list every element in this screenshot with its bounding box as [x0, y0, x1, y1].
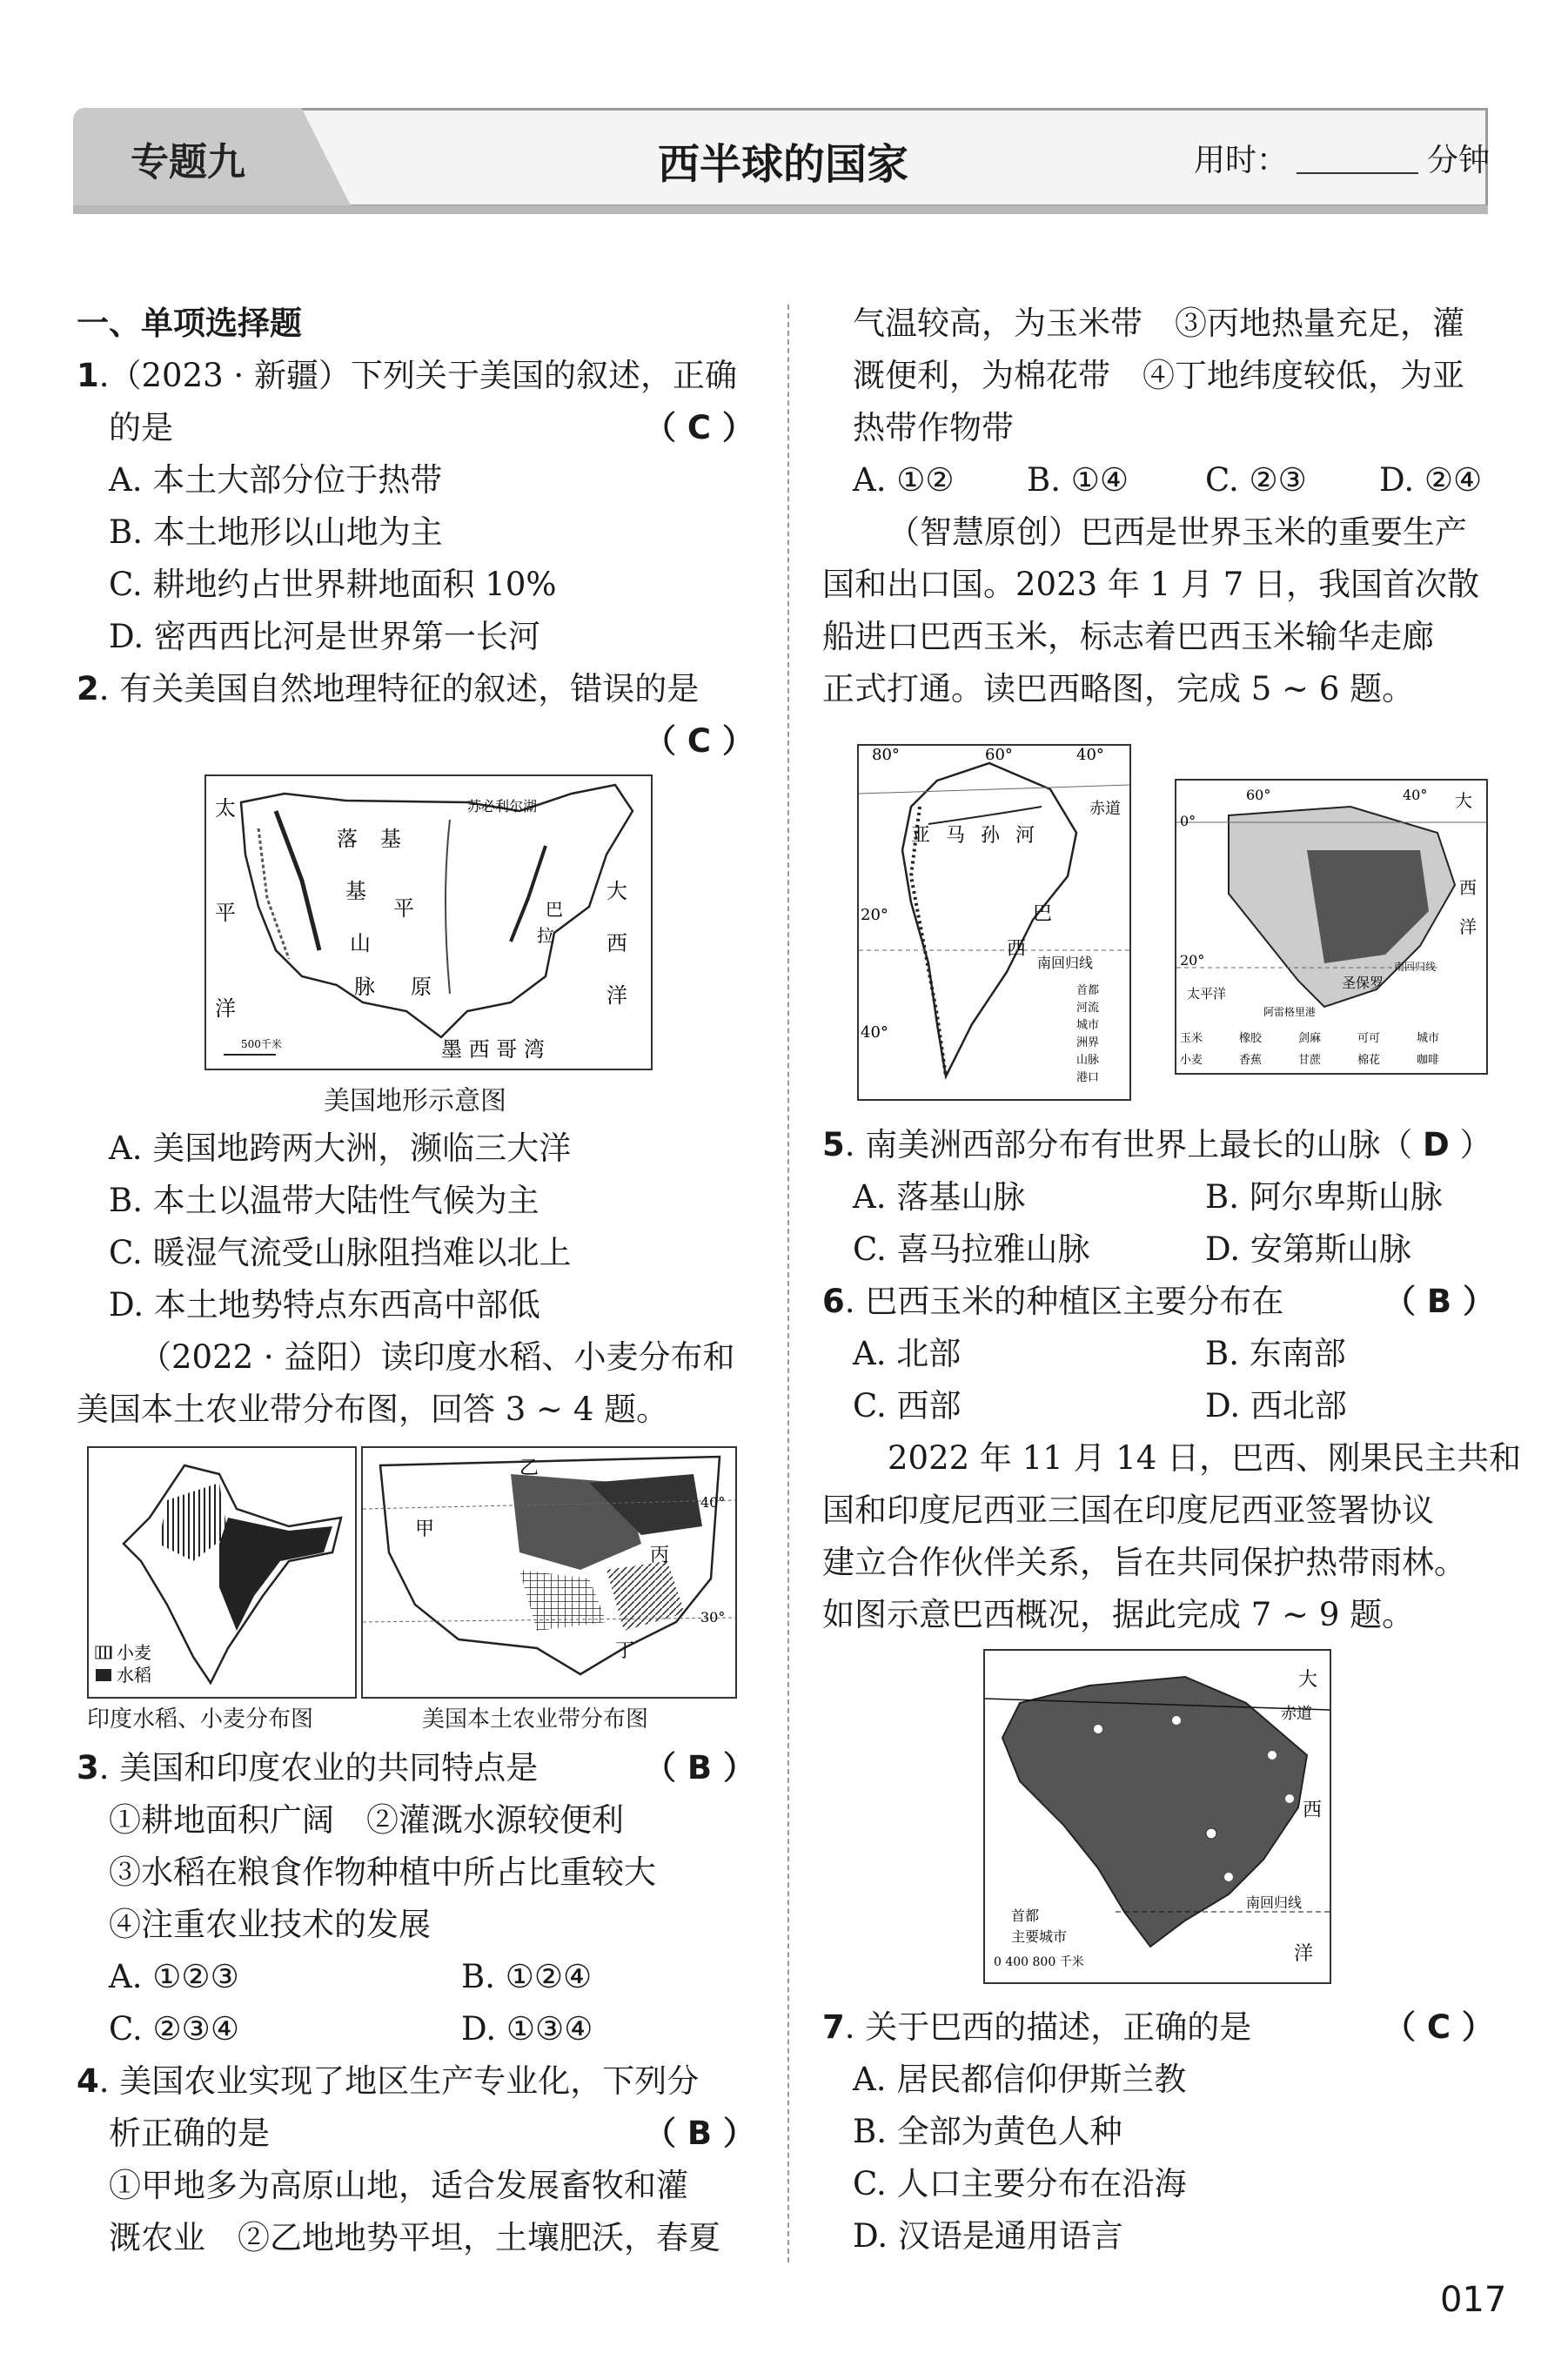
sa-legend-item: 城市 [1076, 1019, 1100, 1032]
brazil-agri-svg [1176, 781, 1486, 1073]
column-divider [787, 305, 789, 2262]
usa-map-label: 基 [345, 879, 366, 903]
q4-item-line3: 气温较高，为玉米带 ③丙地热量充足，灌 [853, 305, 1464, 342]
q4-item-line2: 溉农业 ②乙地地势平坦，土壤肥沃，春夏 [109, 2219, 720, 2256]
capital-dot [1206, 1828, 1216, 1839]
intro-56-line4: 正式打通。读巴西略图，完成 5 ~ 6 题。 [822, 670, 1415, 707]
ba-lon40: 40° [1403, 787, 1428, 803]
intro-79-line4: 如图示意巴西概况，据此完成 7 ~ 9 题。 [822, 1596, 1415, 1633]
q2-option-a: A. 美国地跨两大洲，濒临三大洋 [109, 1130, 572, 1167]
intro-56-line3: 船进口巴西玉米，标志着巴西玉米输华走廊 [822, 618, 1434, 655]
q7-option-b: B. 全部为黄色人种 [853, 2113, 1122, 2150]
brazil-overview-map [983, 1649, 1331, 1984]
wheat-legend-swatch [96, 1646, 111, 1659]
south-america-svg [859, 746, 1129, 1099]
q2-answer: （ C ） [644, 722, 754, 760]
sa-legend-item: 洲界 [1076, 1036, 1100, 1049]
q4-option-b: B. ①④ [1027, 461, 1129, 499]
rocky-range [276, 811, 319, 950]
q4-item-line4: 溉便利，为棉花带 ④丁地纬度较低，为亚 [853, 357, 1464, 394]
q5-option-a: A. 落基山脉 [853, 1178, 1026, 1216]
q3-item-2: ③水稻在粮食作物种植中所占比重较大 [109, 1853, 656, 1891]
q3-answer: （ B ） [644, 1749, 755, 1786]
city-dot [1094, 1725, 1102, 1733]
ba-legend-item: 小麦 [1180, 1054, 1203, 1067]
brazil-legend-capital: 首都 [1011, 1907, 1040, 1924]
sa-lon80: 80° [872, 746, 900, 764]
q6-option-b: B. 东南部 [1205, 1335, 1346, 1372]
usa-map-label: 大 [606, 879, 627, 903]
ba-lat20: 20° [1180, 952, 1205, 969]
q7-answer: （ C ） [1384, 2008, 1494, 2046]
usa-map-caption: 美国地形示意图 [324, 1086, 506, 1116]
sa-lat20: 20° [861, 906, 888, 924]
brazil-label-xi: 西 [1303, 1800, 1323, 1821]
usa-agri-map [361, 1446, 737, 1699]
usa-map-label: 巴 [546, 899, 563, 920]
sa-equator-label: 赤道 [1089, 800, 1121, 818]
q5-option-c: C. 喜马拉雅山脉 [853, 1230, 1090, 1268]
q1-stem-2: 的是 [109, 409, 173, 446]
q4-option-d: D. ②④ [1379, 461, 1483, 499]
q2-option-b: B. 本土以温带大陆性气候为主 [109, 1182, 539, 1219]
q7-option-d: D. 汉语是通用语言 [853, 2217, 1123, 2255]
q7-stem: 7. 关于巴西的描述，正确的是 [822, 2008, 1252, 2046]
q1-stem: 1.（2023 · 新疆）下列关于美国的叙述，正确 [77, 357, 737, 394]
sa-legend-item: 港口 [1076, 1071, 1100, 1084]
q3-item-3: ④注重农业技术的发展 [109, 1906, 431, 1943]
ba-legend-item: 咖啡 [1417, 1054, 1440, 1067]
q5-stem: 5. 南美洲西部分布有世界上最长的山脉（ D ） [822, 1126, 1492, 1163]
usa-agri-svg [363, 1448, 735, 1697]
brazil-scale: 0 400 800 千米 [994, 1955, 1084, 1969]
ba-label-taiping: 太平洋 [1187, 986, 1227, 1002]
sa-lat40: 40° [861, 1023, 888, 1042]
q3-option-b: B. ①②④ [461, 1958, 593, 1995]
intro-34-line2: 美国本土农业带分布图，回答 3 ~ 4 题。 [77, 1391, 669, 1428]
ba-label-sanbao: 圣保罗 [1342, 975, 1384, 991]
agri-label-yi: 乙 [519, 1458, 539, 1479]
q4-item-line5: 热带作物带 [853, 409, 1014, 446]
ba-legend-item: 香蕉 [1239, 1054, 1263, 1067]
topic-label: 专题九 [131, 140, 245, 184]
usa-outline [241, 785, 633, 1037]
brazil-label-yang: 洋 [1294, 1943, 1314, 1965]
ba-legend-item: 甘蔗 [1298, 1054, 1322, 1067]
ba-legend-item: 玉米 [1180, 1032, 1203, 1045]
brazil-legend-city: 主要城市 [1011, 1928, 1068, 1945]
q1-option-d: D. 密西西比河是世界第一长河 [109, 618, 540, 655]
sa-amazon-label: 亚 [911, 825, 931, 847]
agri-lat40: 40° [700, 1494, 726, 1511]
time-field: 用时： 分钟 [1194, 143, 1491, 178]
q4-option-a: A. ①② [853, 461, 955, 499]
brazil-label-equator: 赤道 [1281, 1705, 1312, 1723]
q5-option-d: D. 安第斯山脉 [1205, 1230, 1411, 1268]
agri-label-bing: 丙 [650, 1545, 670, 1566]
q5-option-b: B. 阿尔卑斯山脉 [1205, 1178, 1443, 1216]
south-america-map [857, 744, 1131, 1101]
q1-answer: （ C ） [644, 409, 754, 446]
q6-option-a: A. 北部 [853, 1335, 962, 1372]
q3-option-a: A. ①②③ [109, 1958, 239, 1995]
intro-34-line1: （2022 · 益阳）读印度水稻、小麦分布和 [139, 1338, 735, 1376]
ba-legend-item: 城市 [1417, 1032, 1440, 1045]
intro-79-line2: 国和印度尼西亚三国在印度尼西亚签署协议 [822, 1492, 1434, 1529]
q4-item-line1: ①甲地多为高原山地，适合发展畜牧和灌 [109, 2167, 688, 2204]
ba-lat0: 0° [1180, 813, 1196, 829]
india-crop-map [87, 1446, 357, 1699]
usa-map-label: 原 [411, 975, 432, 999]
time-blank[interactable] [1297, 172, 1418, 174]
ba-tropic-label: 南回归线 [1394, 961, 1437, 973]
ba-label-da: 大 [1455, 790, 1472, 811]
brazil-agri-map [1175, 779, 1488, 1075]
usa-agri-map-caption: 美国本土农业带分布图 [422, 1706, 649, 1733]
intro-79-line1: 2022 年 11 月 14 日，巴西、刚果民主共和 [888, 1439, 1522, 1477]
q4-stem: 4. 美国农业实现了地区生产专业化，下列分 [77, 2062, 700, 2100]
usa-map-label: 太 [215, 796, 236, 821]
sa-amazon-label: 孙 [981, 825, 1001, 847]
q1-option-c: C. 耕地约占世界耕地面积 10% [109, 566, 557, 603]
sa-legend-item: 首都 [1076, 984, 1100, 997]
q2-stem: 2. 有关美国自然地理特征的叙述，错误的是 [77, 670, 700, 707]
intro-56-line1: （智慧原创）巴西是世界玉米的重要生产 [888, 513, 1467, 551]
ba-legend-item: 棉花 [1357, 1054, 1381, 1067]
section-heading: 一、单项选择题 [77, 305, 302, 342]
q6-stem: 6. 巴西玉米的种植区主要分布在 [822, 1283, 1284, 1320]
mississippi-river [446, 820, 450, 994]
usa-map-scale: 500千米 [241, 1038, 282, 1050]
agri-label-jia: 甲 [415, 1518, 435, 1540]
usa-map-label: 西 [606, 931, 627, 955]
intro-56-line2: 国和出口国。2023 年 1 月 7 日，我国首次散 [822, 566, 1480, 603]
sa-lon40: 40° [1076, 746, 1104, 764]
sa-legend-item: 山脉 [1076, 1054, 1100, 1067]
sa-amazon-label: 河 [1015, 825, 1035, 847]
india-map-caption: 印度水稻、小麦分布图 [87, 1706, 314, 1733]
usa-map-label: 墨 西 哥 湾 [441, 1037, 545, 1062]
header-shadow [73, 205, 1488, 214]
agri-lat30: 30° [700, 1609, 726, 1626]
usa-map-label: 基 [380, 827, 401, 851]
usa-map-label: 山 [350, 931, 371, 955]
usa-terrain-map [204, 774, 653, 1070]
city-dot [1172, 1716, 1181, 1725]
q1-option-b: B. 本土地形以山地为主 [109, 513, 443, 551]
usa-terrain-svg [206, 776, 651, 1069]
q4-answer: （ B ） [644, 2115, 755, 2152]
usa-map-label: 苏必利尔湖 [467, 798, 538, 814]
sa-brazil-label: 巴 [1033, 903, 1053, 925]
ba-lon60: 60° [1246, 787, 1271, 803]
usa-map-label: 脉 [354, 975, 375, 999]
ba-label-atacama: 阿雷格里港 [1263, 1006, 1317, 1018]
ba-legend-item: 剑麻 [1298, 1032, 1322, 1045]
sa-legend-item: 河流 [1076, 1002, 1100, 1015]
city-dot [1268, 1751, 1277, 1760]
city-dot [1224, 1873, 1233, 1881]
q3-option-d: D. ①③④ [461, 2010, 593, 2048]
ba-label-xi: 西 [1459, 877, 1477, 898]
ba-legend-item: 橡胶 [1239, 1032, 1263, 1045]
sa-tropic-label: 南回归线 [1037, 955, 1094, 971]
ba-label-yang: 洋 [1459, 916, 1477, 937]
coastal-range [258, 828, 289, 959]
q6-option-c: C. 西部 [853, 1387, 962, 1424]
ba-legend-item: 可可 [1357, 1032, 1381, 1045]
q6-option-d: D. 西北部 [1205, 1387, 1347, 1424]
india-crop-svg [89, 1448, 355, 1697]
page-title: 西半球的国家 [657, 140, 908, 189]
q3-stem: 3. 美国和印度农业的共同特点是 [77, 1749, 539, 1786]
brazil-overview-svg [985, 1651, 1330, 1982]
brazil-label-da: 大 [1298, 1669, 1318, 1691]
sa-amazon-label: 马 [946, 825, 966, 847]
usa-map-label: 拉 [537, 925, 554, 946]
usa-map-label: 落 [337, 827, 358, 851]
q7-option-a: A. 居民都信仰伊斯兰教 [853, 2061, 1187, 2098]
sa-lon60: 60° [985, 746, 1013, 764]
q4-option-c: C. ②③ [1205, 461, 1307, 499]
wheat-legend-label: 小麦 [117, 1642, 151, 1663]
q7-option-c: C. 人口主要分布在沿海 [853, 2165, 1187, 2202]
usa-map-label: 洋 [606, 983, 627, 1008]
usa-map-label: 平 [215, 901, 236, 925]
q3-item-1: ①耕地面积广阔 ②灌溉水源较便利 [109, 1801, 624, 1839]
rice-legend-label: 水稻 [117, 1665, 151, 1686]
city-dot [1285, 1794, 1294, 1803]
sa-brazil-label: 西 [1007, 938, 1027, 960]
page-number: 017 [1440, 2280, 1507, 2320]
usa-map-label: 平 [393, 896, 414, 921]
intro-79-line3: 建立合作伙伴关系，旨在共同保护热带雨林。 [822, 1544, 1466, 1581]
q4-stem-2: 析正确的是 [109, 2115, 270, 2152]
q1-option-a: A. 本土大部分位于热带 [109, 461, 443, 499]
q2-option-c: C. 暖湿气流受山脉阻挡难以北上 [109, 1234, 572, 1271]
q6-answer: （ B ） [1384, 1283, 1495, 1320]
brazil-label-tropic: 南回归线 [1246, 1894, 1303, 1911]
agri-label-ding: 丁 [615, 1640, 635, 1662]
q2-option-d: D. 本土地势特点东西高中部低 [109, 1286, 540, 1324]
q3-option-c: C. ②③④ [109, 2010, 240, 2048]
rice-legend-swatch [96, 1669, 111, 1681]
usa-map-label: 洋 [215, 996, 236, 1021]
